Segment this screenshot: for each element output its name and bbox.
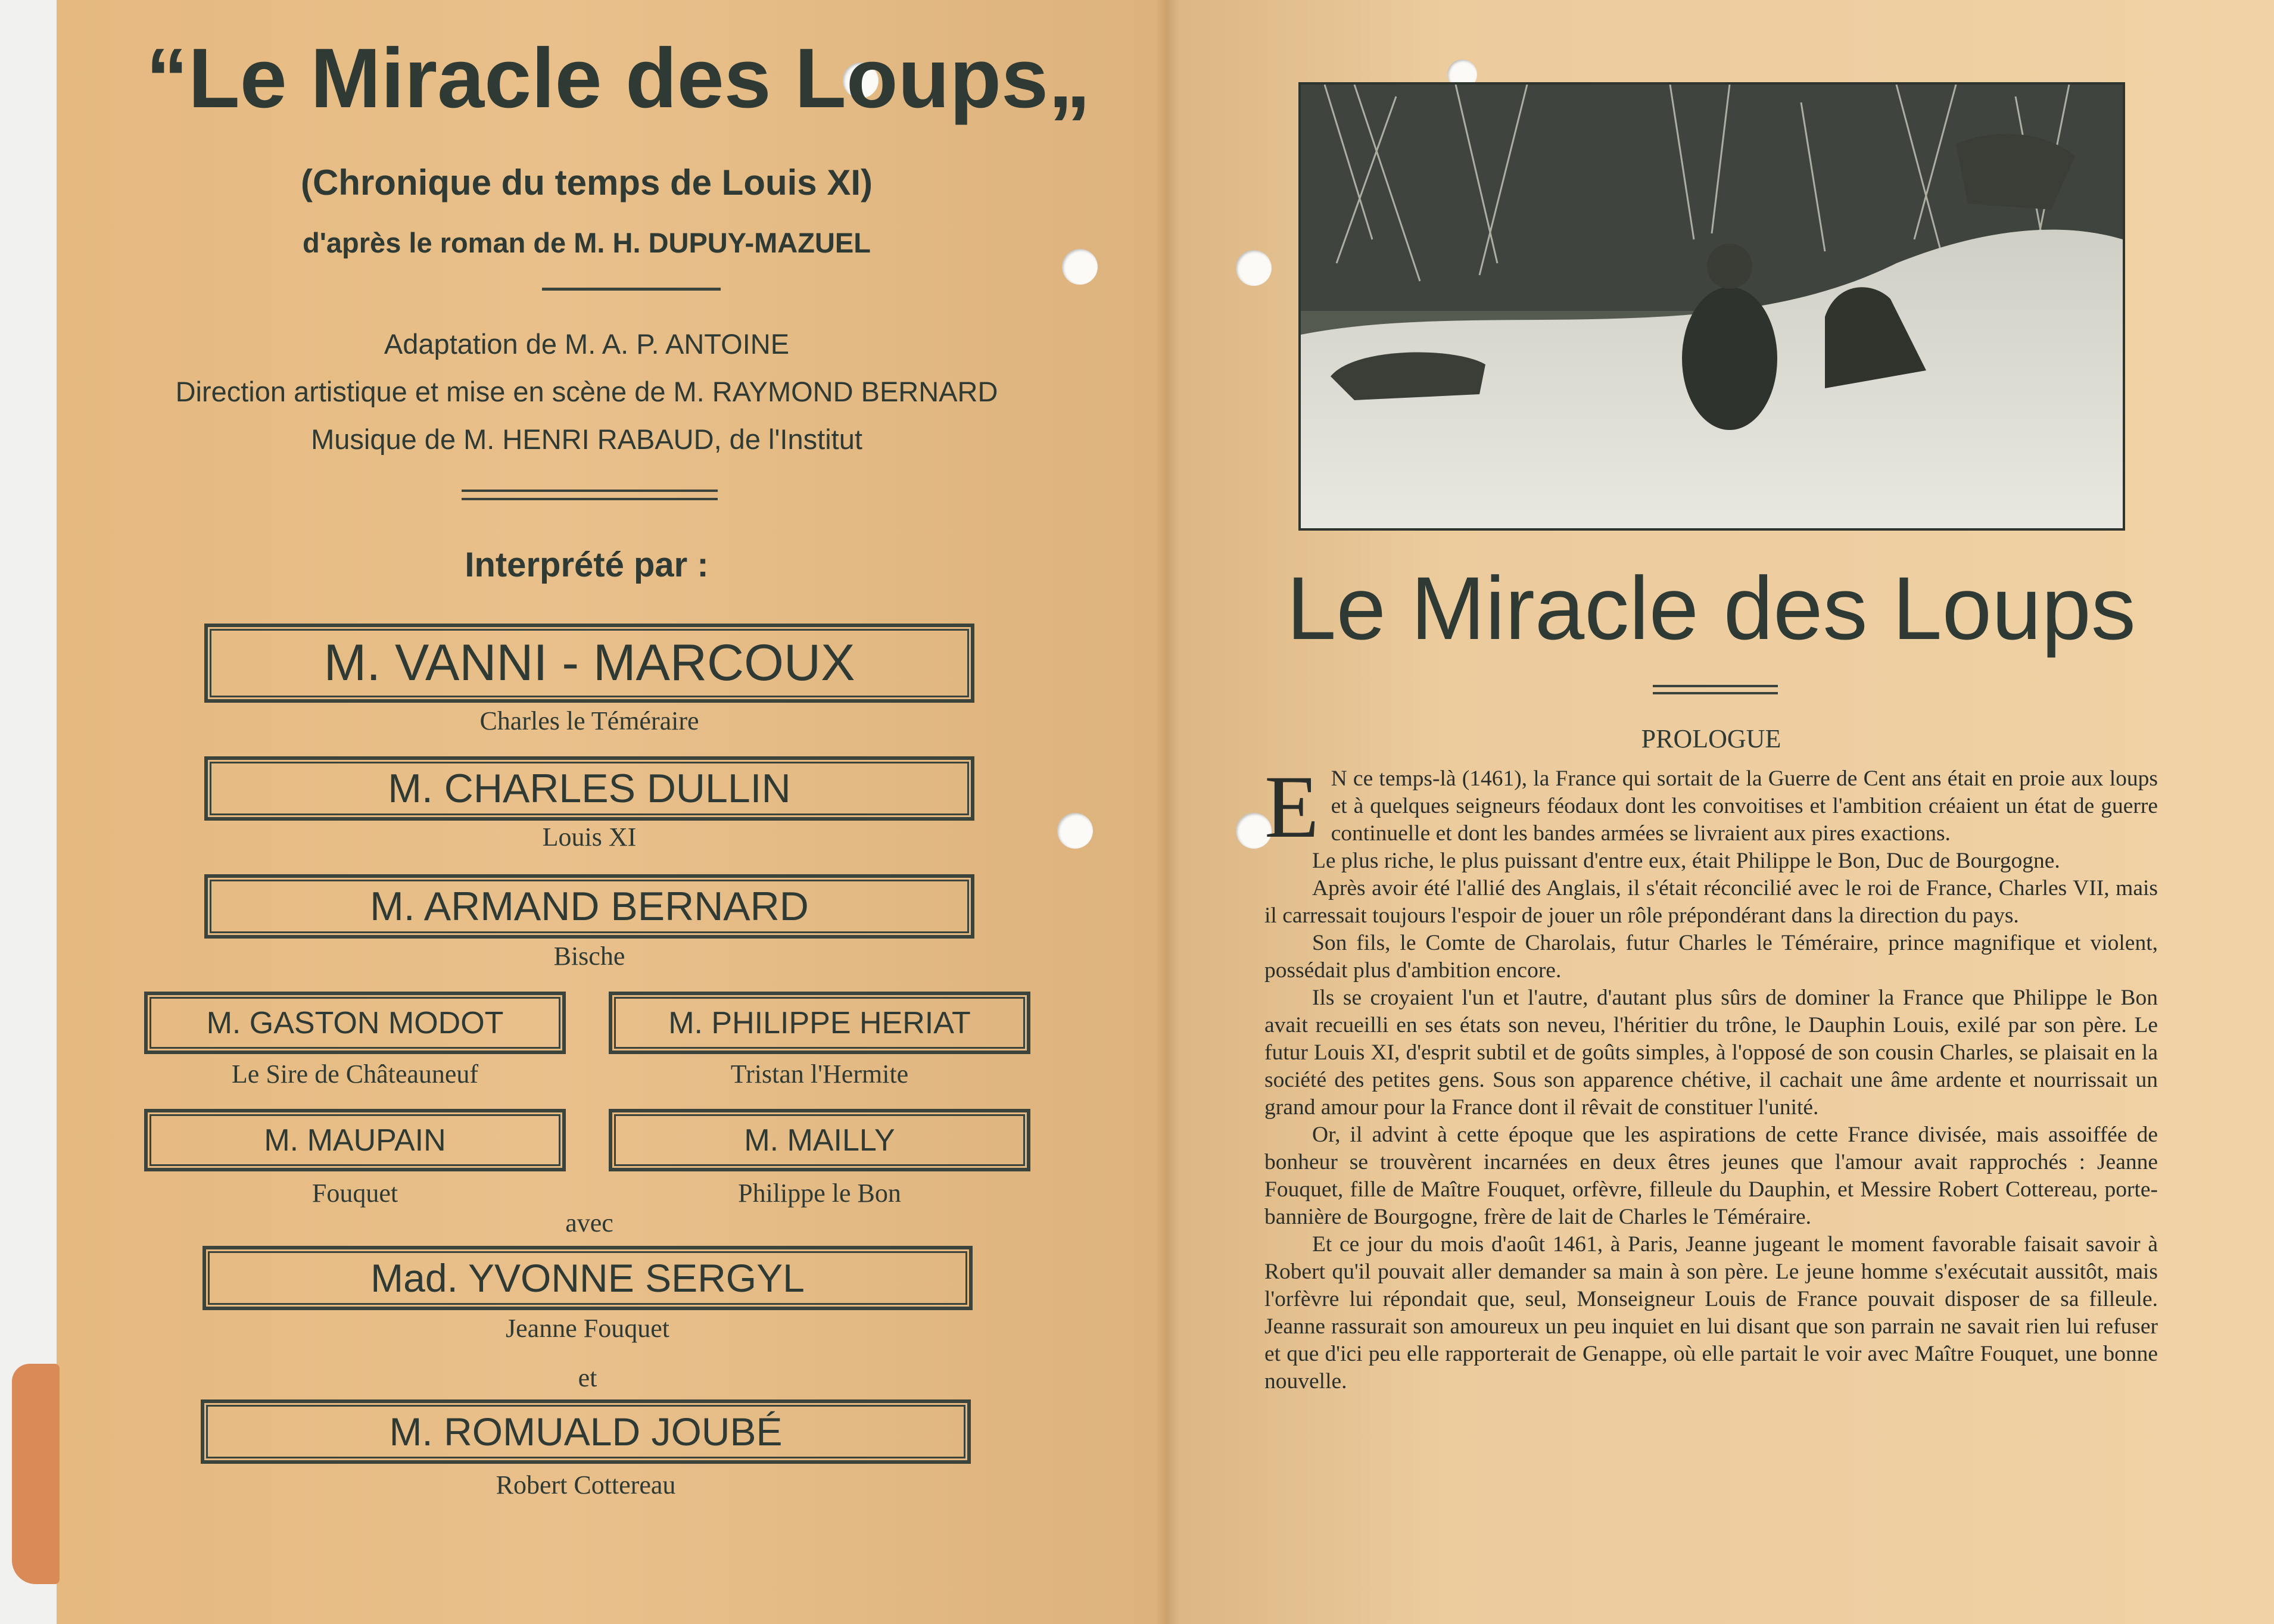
author-line: d'après le roman de M. H. DUPUY-MAZUEL — [303, 227, 871, 258]
actor-name: M. MAUPAIN — [264, 1123, 446, 1158]
actor-name: M. VANNI - MARCOUX — [323, 634, 855, 691]
divider — [462, 498, 718, 500]
et-label: et — [578, 1363, 597, 1392]
torn-edge — [12, 1364, 60, 1584]
actor-name: M. CHARLES DULLIN — [388, 766, 791, 811]
role-name: Charles le Téméraire — [479, 706, 699, 735]
cast-box — [204, 624, 974, 703]
avec-label: avec — [565, 1208, 613, 1238]
punch-hole — [1057, 813, 1093, 849]
actor-name: M. GASTON MODOT — [206, 1005, 504, 1040]
page-fold — [1155, 0, 1179, 1624]
divider — [462, 490, 718, 492]
adaptation-credit: Adaptation de M. A. P. ANTOINE — [384, 328, 790, 360]
paragraph: Son fils, le Comte de Charolais, futur Charles le Téméraire, prince magnifique et violent, possédait plus d'ambition encore. — [1264, 931, 2158, 983]
divider — [1653, 685, 1778, 687]
actor-name: M. ROMUALD JOUBÉ — [389, 1410, 783, 1454]
drop-cap: E — [1264, 758, 1319, 856]
role-name: Fouquet — [311, 1179, 398, 1208]
music-credit: Musique de M. HENRI RABAUD, de l'Institut — [311, 423, 862, 455]
cast-box — [609, 992, 1030, 1054]
paragraph: Or, il advint à cette époque que les aspirations de cette France divisée, mais assoiffée de bonheur se trouvèrent incarnées en deux êtres jeunes que l'amour avait rapprochés : Jeanne Fouquet, fille de Maître Fouquet, orfèvre, filleule du Dauphin, et Messire Robert Cottereau, porte-bannière de Bourgogne, frère de lait de Charles le Téméraire. — [1264, 1123, 2158, 1229]
cast-box — [204, 874, 974, 939]
punch-hole — [1236, 250, 1272, 286]
paragraph: Et ce jour du mois d'août 1461, à Paris, Jeanne jugeant le moment favorable faisait savoir à Robert qu'il pouvait aller demander sa main à son père. Le jeune homme s'exécutait aussitôt, mais l'orfèvre lui répondait que, seul, Monseigneur Louis de France pouvait disposer de sa filleule. Jeanne rassurait son amoureux un peu inquiet en lui disant que son parrain ne savait rien lui refuser et que d'ici peu elle rapporterait de Genappe, où elle partait le voir avec Maître Fouquet, une bonne nouvelle. — [1264, 1232, 2158, 1394]
paragraph: Ils se croyaient l'un et l'autre, d'autant plus sûrs de dominer la France que Philippe le Bon avait recueilli en ses états son neveu, l'héritier du trône, le Dauphin Louis, exilé par son père. Le futur Louis XI, d'esprit subtil et de goûts simples, à l'opposé de son cousin Charles, se plaisait en la société des petites gens. Sous son apparence chétive, il cachait une âme ardente et nourrissait un grand amour pour la France dont il rêvait de constituer l'unité. — [1264, 986, 2158, 1120]
actor-name: M. ARMAND BERNARD — [370, 884, 809, 929]
divider — [542, 288, 721, 291]
paragraph: Le plus riche, le plus puissant d'entre eux, était Philippe le Bon, Duc de Bourgogne. — [1312, 849, 2060, 873]
role-name: Tristan l'Hermite — [730, 1059, 909, 1089]
cast-box — [203, 1246, 973, 1310]
paragraph-text: N ce temps-là (1461), la France qui sortait de la Guerre de Cent ans était en proie aux loups et à quelques seigneurs féodaux dont les convoitises et l'ambition créaient un état de guerre continuelle et dont les bandes armées se livraient aux pires exactions. — [1331, 766, 2158, 846]
direction-credit: Direction artistique et mise en scène de M. RAYMOND BERNARD — [175, 376, 998, 407]
cast-box — [204, 756, 974, 821]
cast-box — [144, 992, 566, 1054]
interpreted-by-heading: Interprété par : — [465, 546, 709, 584]
wolves-in-snow-photo — [1298, 82, 2125, 531]
prologue-text — [1264, 758, 2158, 1395]
role-name: Louis XI — [542, 822, 637, 852]
punch-hole — [1062, 249, 1098, 285]
section-heading: PROLOGUE — [1641, 724, 1781, 753]
actor-name: M. PHILIPPE HERIAT — [668, 1005, 971, 1040]
cast-box — [144, 1109, 566, 1171]
paragraph: Après avoir été l'allié des Anglais, il s'était réconcilié avec le roi de France, Charles VII, mais il carressait toujours l'espoir de jouer un rôle prépondérant dans la direction du pays. — [1264, 876, 2158, 928]
role-name: Jeanne Fouquet — [506, 1314, 669, 1343]
cast-box — [609, 1109, 1030, 1171]
actor-name: Mad. YVONNE SERGYL — [370, 1256, 805, 1300]
role-name: Le Sire de Châteauneuf — [231, 1059, 479, 1089]
program-subtitle: (Chronique du temps de Louis XI) — [301, 163, 873, 202]
role-name: Robert Cottereau — [496, 1470, 676, 1500]
program-title: “Le Miracle des Loups„ — [146, 31, 1091, 126]
cast-box — [201, 1399, 971, 1464]
paragraph — [1264, 758, 2158, 856]
role-name: Bische — [553, 942, 625, 971]
divider — [1653, 692, 1778, 694]
role-name: Philippe le Bon — [738, 1179, 901, 1208]
article-title: Le Miracle des Loups — [1286, 558, 2136, 658]
actor-name: M. MAILLY — [744, 1123, 895, 1158]
